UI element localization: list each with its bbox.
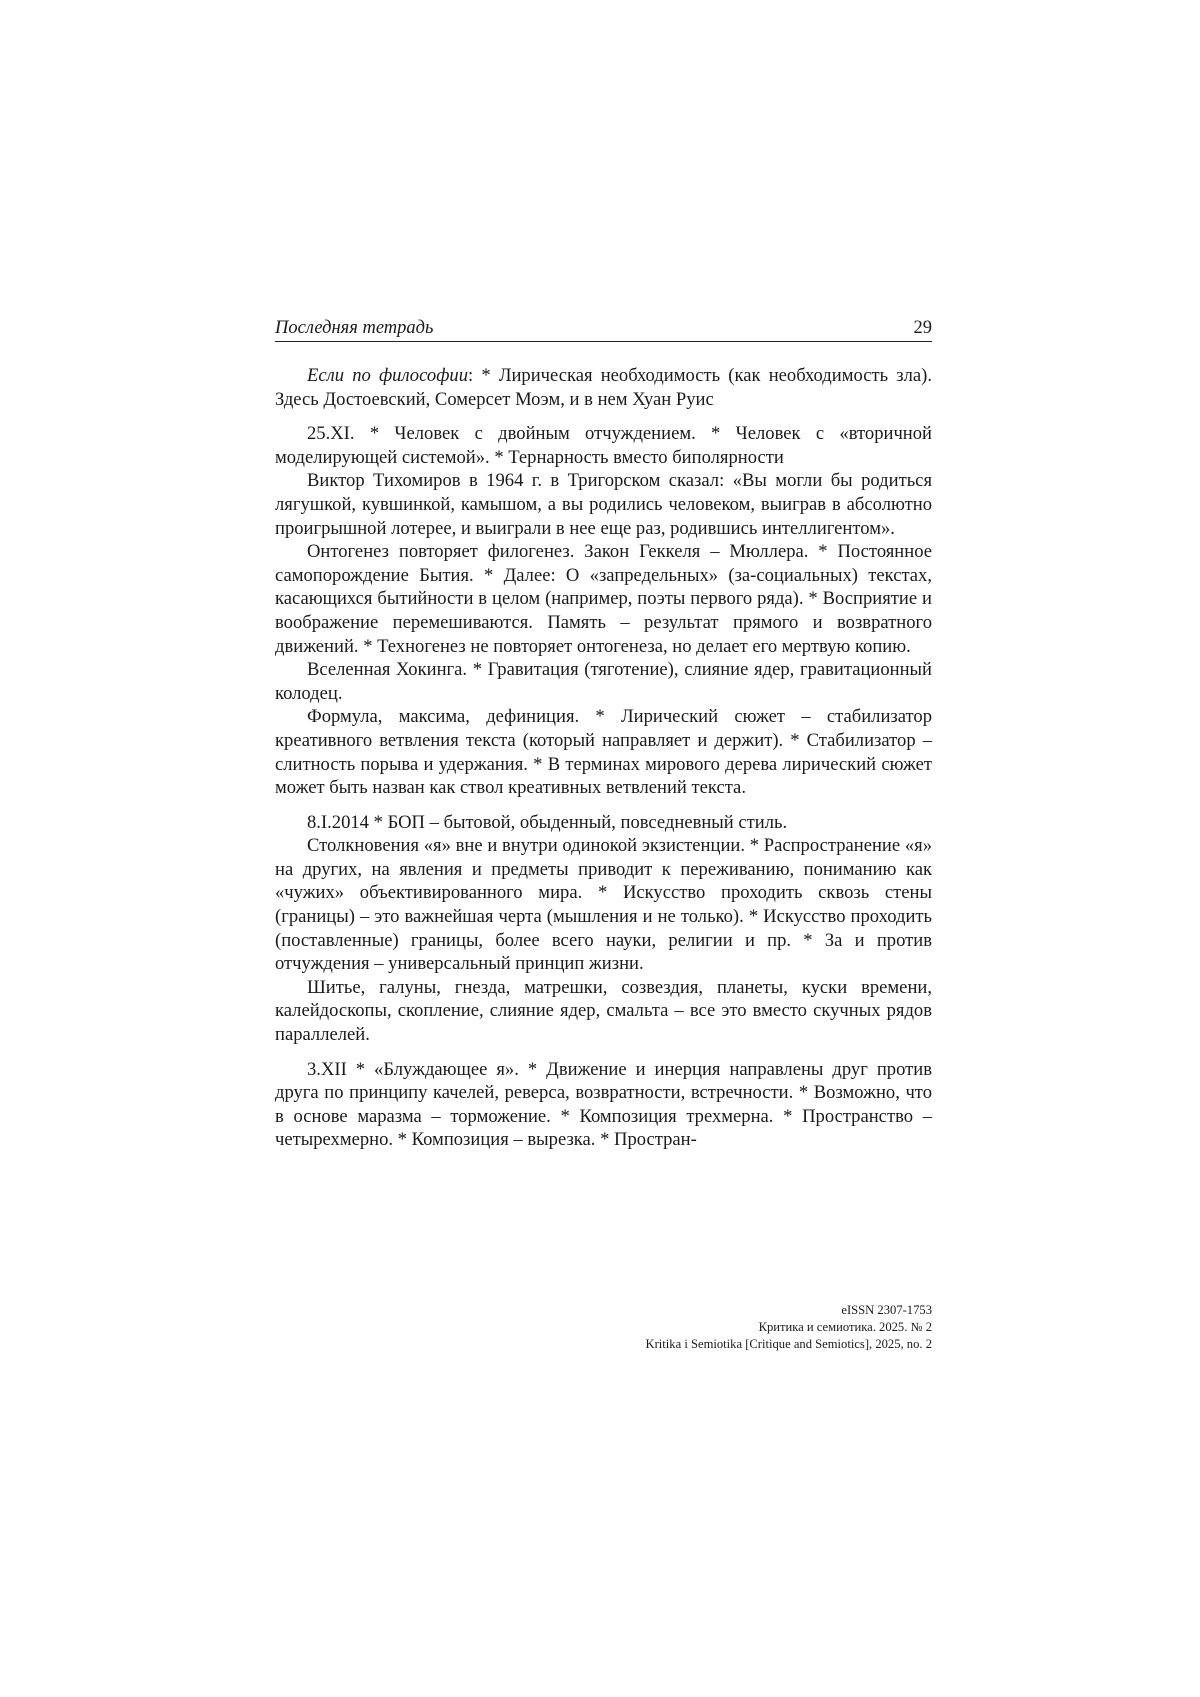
paragraph: Формула, максима, дефиниция. * Лирический сюжет – стабилизатор креативного ветвления текста (который направляет и держит). * Стабилизатор – слитность порыва и удержания. * В терминах мирового дерева лирический сюжет может быть назван как ствол креативных ветвлений текста.: [275, 705, 932, 799]
italic-lead: Если по философии: [307, 365, 468, 386]
paragraph: Онтогенез повторяет филогенез. Закон Геккеля – Мюллера. * Постоянное самопорождение Бытия. * Далее: О «запредельных» (за-социальных) текстах, касающихся бытийности в целом (например, поэты первого ряда). * Восприятие и воображение перемешиваются. Память – результат прямого и возвратного движений. * Техногенез не повторяет онтогенеза, но делает его мертвую копию.: [275, 540, 932, 658]
running-header: [275, 318, 932, 342]
footer-journal-en: Kritika i Semiotika [Critique and Semiotics], 2025, no. 2: [646, 1336, 932, 1353]
paragraph: Шитье, галуны, гнезда, матрешки, созвездия, планеты, куски времени, калейдоскопы, скопление, слияние ядер, смальта – все это вместо скучных рядов параллелей.: [275, 976, 932, 1047]
paragraph: 25.XI. * Человек с двойным отчуждением. * Человек с «вторичной моделирующей системой». * Тернарность вместо биполярности: [275, 422, 932, 469]
paragraph: 3.XII * «Блуждающее я». * Движение и инерция направлены друг против друга по принципу качелей, реверса, возвратности, встречности. * Возможно, что в основе маразма – торможение. * Композиция трехмерна. * Пространство – четырехмерно. * Композиция – вырезка. * Простран-: [275, 1058, 932, 1152]
paragraph: Вселенная Хокинга. * Гравитация (тяготение), слияние ядер, гравитационный колодец.: [275, 658, 932, 705]
paragraph: Виктор Тихомиров в 1964 г. в Тригорском сказал: «Вы могли бы родиться лягушкой, кувшинкой, камышом, а вы родились человеком, выиграв в абсолютно проигрышной лотерее, и выиграли в нее еще раз, родившись интеллигентом».: [275, 469, 932, 540]
running-title: Последняя тетрадь: [275, 318, 433, 339]
document-body: [275, 364, 932, 1152]
paragraph: Столкновения «я» вне и внутри одинокой экзистенции. * Распространение «я» на других, на явления и предметы приводит к переживанию, пониманию как «чужих» объективированного мира. * Искусство проходить сквозь стены (границы) – это важнейшая черта (мышления и не только). * Искусство проходить (поставленные) границы, более всего науки, религии и пр. * За и против отчуждения – универсальный принцип жизни.: [275, 834, 932, 976]
paragraph-text: : * Лирическая необходимость (как необходимость зла). Здесь Достоевский, Сомерсет Моэм, и в нем Хуан Руис: [275, 365, 932, 410]
page-number: 29: [914, 318, 933, 339]
paragraph: [275, 364, 932, 411]
paragraph: 8.I.2014 * БОП – бытовой, обыденный, повседневный стиль.: [275, 811, 932, 835]
document-page: [275, 318, 932, 1152]
footer-issn: eISSN 2307-1753: [646, 1302, 932, 1319]
journal-footer: [646, 1302, 932, 1353]
footer-journal-ru: Критика и семиотика. 2025. № 2: [646, 1319, 932, 1336]
